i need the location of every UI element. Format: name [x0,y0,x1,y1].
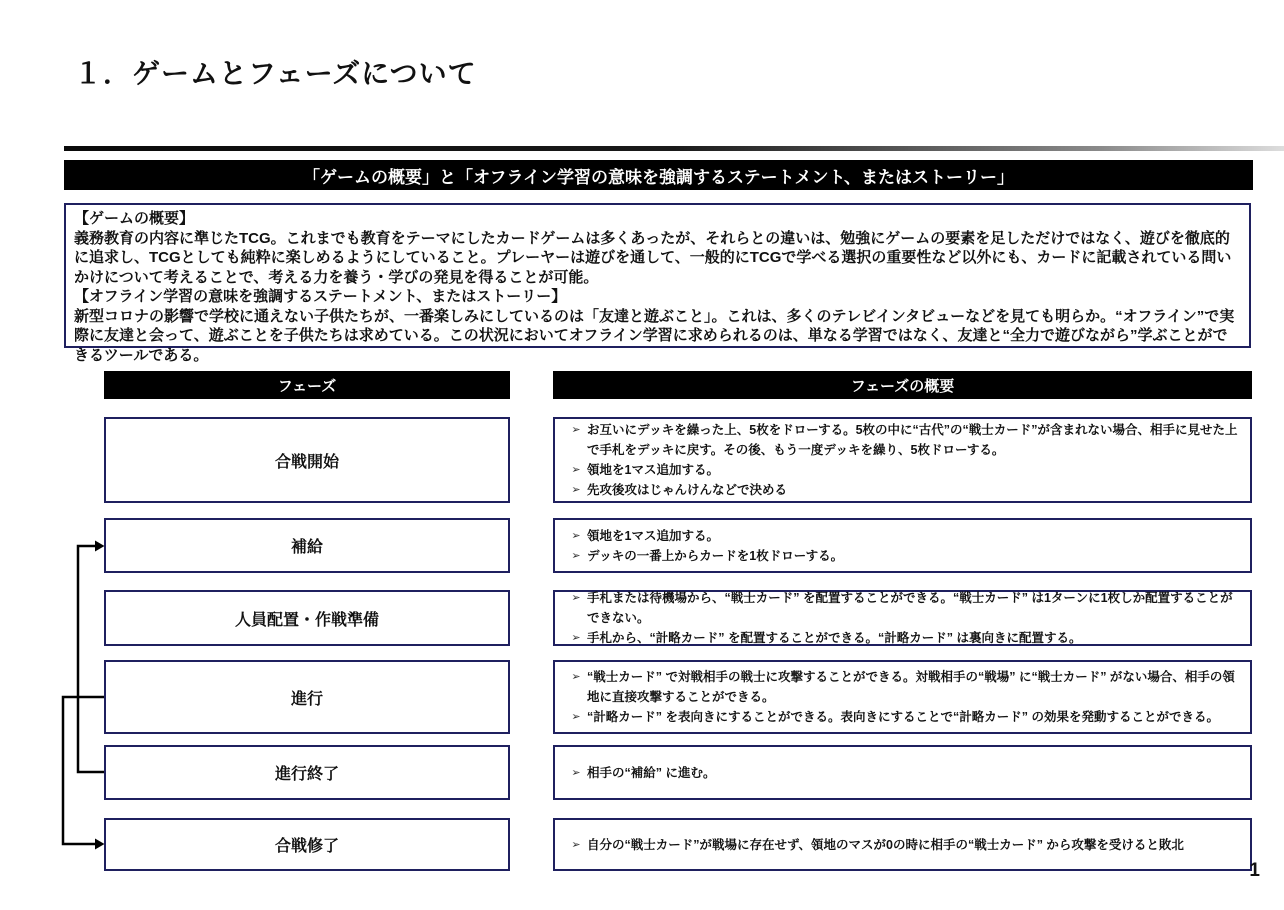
bullet-text: 先攻後攻はじゃんけんなどで決める [587,483,788,497]
overview-section-heading: 【ゲームの概要】 [74,210,195,227]
bullet-list [565,588,1244,648]
bullet-text: 手札から、“計略カード” を配置することができる。“計略カード” は裏向きに配置する。 [587,631,1082,645]
bullet-list [565,526,1244,566]
game-overview-box [64,203,1251,364]
bullet-text: 自分の“戦士カード”が戦場に存在せず、領地のマスが0の時に相手の“戦士カード” から攻撃を受けると敗北 [587,837,1184,852]
list-item [565,526,1244,546]
bullet-text: 手札または待機場から、“戦士カード” を配置することができる。“戦士カード” は1ターンに1枚しか配置することができない。 [587,591,1233,625]
list-item [565,588,1244,628]
bullet-text: お互いにデッキを繰った上、5枚をドローする。5枚の中に“古代”の“戦士カード”が含まれない場合、相手に見せた上で手札をデッキに戻す。その後、もう一度デッキを繰り、5枚ドローする。 [587,423,1238,457]
bullet-text: “戦士カード” で対戦相手の戦士に攻撃することができる。対戦相手の“戦場” に“戦士カード” がない場合、相手の領地に直接攻撃することができる。 [587,670,1235,704]
page-title: １．ゲームとフェーズについて [74,58,477,89]
arrow-bullet-icon: ➢ [571,424,581,436]
arrow-bullet-icon: ➢ [571,766,581,779]
phase-box-progress: 進行 [104,660,510,734]
bullet-text: 相手の“補給” に進む。 [587,765,716,780]
list-item [565,667,1244,707]
phase-desc-battle-start [553,417,1252,503]
arrow-bullet-icon: ➢ [571,671,581,683]
list-item [565,480,1244,500]
phase-box-supply: 補給 [104,518,510,573]
bullet-text: 領地を1マス追加する。 [587,528,719,543]
phase-box-battle-start: 合戦開始 [104,417,510,503]
list-item [565,707,1244,727]
arrow-bullet-icon: ➢ [571,632,581,644]
bullet-list [565,420,1244,500]
list-item [565,546,1244,566]
arrow-bullet-icon: ➢ [571,838,581,851]
bullet-list [565,763,1244,783]
table-header-phase-overview: フェーズの概要 [553,371,1252,399]
phase-desc-deployment [553,590,1252,646]
overview-section-body: 義務教育の内容に準じたTCG。これまでも教育をテーマにしたカードゲームは多くあったが、それらとの違いは、勉強にゲームの要素を足しただけではなく、遊びを徹底的に追求し、TCGとしても純粋に楽しめるようにしていること。プレーヤーは遊びを通して、一般的にTCGで学べる選択の重要性など以外にも、カードに記載されている問いかけについて考えることで、考える力を養う・学びの発見を得ることが可能。 [74,229,1232,286]
bullet-list [565,835,1244,855]
phase-box-progress-end: 進行終了 [104,745,510,800]
list-item [565,763,1244,783]
bullet-text: デッキの一番上からカードを1枚ドローする。 [587,548,844,563]
bullet-text: “計略カード” を表向きにすることができる。表向きにすることで“計略カード” の効果を発動することができる。 [587,710,1219,724]
section-divider-rule [64,146,1284,151]
arrow-bullet-icon: ➢ [571,711,581,723]
arrow-bullet-icon: ➢ [571,592,581,604]
statement-section-heading: 【オフライン学習の意味を強調するステートメント、またはストーリー】 [74,288,567,305]
arrow-bullet-icon: ➢ [571,464,581,476]
phase-desc-battle-end [553,818,1252,871]
bullet-text: 領地を1マス追加する。 [587,463,719,477]
list-item [565,420,1244,460]
phase-desc-supply [553,518,1252,573]
page-number: 1 [1249,860,1260,881]
arrow-bullet-icon: ➢ [571,484,581,496]
phase-box-battle-end: 合戦修了 [104,818,510,871]
section-banner [64,160,1253,190]
table-header-phase: フェーズ [104,371,510,399]
bullet-list [565,667,1244,727]
phase-desc-progress [553,660,1252,734]
arrow-bullet-icon: ➢ [571,529,581,542]
list-item [565,628,1244,648]
flow-arrow-progress-end-to-supply [78,541,105,773]
section-banner-text: 「ゲームの概要」と「オフライン学習の意味を強調するステートメント、またはストーリー」 [303,167,1014,187]
list-item [565,460,1244,480]
flow-arrow-progress-to-battle-end [63,697,105,850]
arrow-bullet-icon: ➢ [571,549,581,562]
statement-section-body: 新型コロナの影響で学校に通えない子供たちが、一番楽しみにしているのは「友達と遊ぶこと」。これは、多くのテレビインタビューなどを見ても明らか。“オフライン”で実際に友達と会って、遊ぶことを子供たちは求めている。この状況においてオフライン学習に求められるのは、単なる学習ではなく、友達と“全力で遊びながら”学ぶことができるツールである。 [74,307,1235,364]
list-item [565,835,1244,855]
phase-box-deployment: 人員配置・作戦準備 [104,590,510,646]
phase-desc-progress-end [553,745,1252,800]
